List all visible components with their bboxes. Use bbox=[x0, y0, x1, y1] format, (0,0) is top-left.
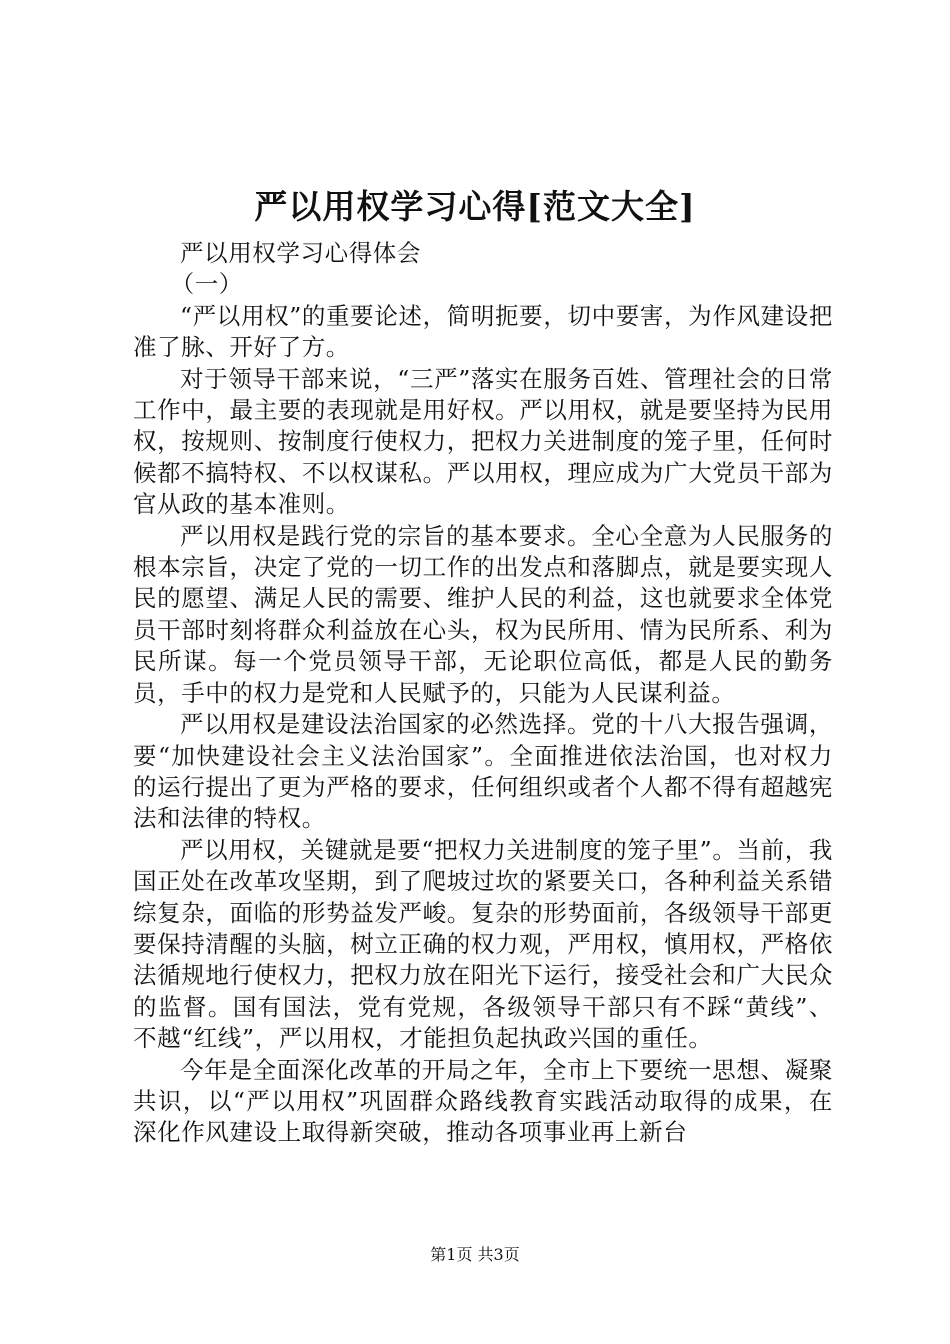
paragraph: 严以用权是建设法治国家的必然选择。党的十八大报告强调，要“加快建设社会主义法治国家”。全面推进依法治国，也对权力的运行提出了更为严格的要求，任何组织或者个人都不得有超越宪法和法律的特权。 bbox=[133, 710, 833, 833]
paragraph: 今年是全面深化改革的开局之年，全市上下要统一思想、凝聚共识，以“严以用权”巩固群众路线教育实践活动取得的成果，在深化作风建设上取得新突破，推动各项事业再上新台 bbox=[133, 1055, 833, 1147]
section-number: （一） bbox=[170, 270, 243, 299]
paragraph: “严以用权”的重要论述，简明扼要，切中要害，为作风建设把准了脉、开好了方。 bbox=[133, 301, 833, 362]
page-footer: 第1页 共3页 bbox=[430, 1245, 520, 1264]
paragraph: 严以用权，关键就是要“把权力关进制度的笼子里”。当前，我国正处在改革攻坚期，到了爬坡过坎的紧要关口，各种利益关系错综复杂，面临的形势益发严峻。复杂的形势面前，各级领导干部更要保持清醒的头脑，树立正确的权力观，严用权，慎用权，严格依法循规地行使权力，把权力放在阳光下运行，接受社会和广大民众的监督。国有国法，党有党规，各级领导干部只有不踩“黄线”、不越“红线”，严以用权，才能担负起执政兴国的重任。 bbox=[133, 835, 833, 1053]
document-title: 严以用权学习心得[范文大全] bbox=[254, 187, 696, 226]
document-subtitle: 严以用权学习心得体会 bbox=[180, 239, 421, 267]
paragraph: 对于领导干部来说，“三严”落实在服务百姓、管理社会的日常工作中，最主要的表现就是用好权。严以用权，就是要坚持为民用权，按规则、按制度行使权力，把权力关进制度的笼子里，任何时候都不搞特权、不以权谋私。严以用权，理应成为广大党员干部为官从政的基本准则。 bbox=[133, 364, 833, 519]
document-body bbox=[133, 238, 833, 1149]
paragraph: 严以用权是践行党的宗旨的基本要求。全心全意为人民服务的根本宗旨，决定了党的一切工作的出发点和落脚点，就是要实现人民的愿望、满足人民的需要、维护人民的利益，这也就要求全体党员干部时刻将群众利益放在心头，权为民所用、情为民所系、利为民所谋。每一个党员领导干部，无论职位高低，都是人民的勤务员，手中的权力是党和人民赋予的，只能为人民谋利益。 bbox=[133, 521, 833, 707]
